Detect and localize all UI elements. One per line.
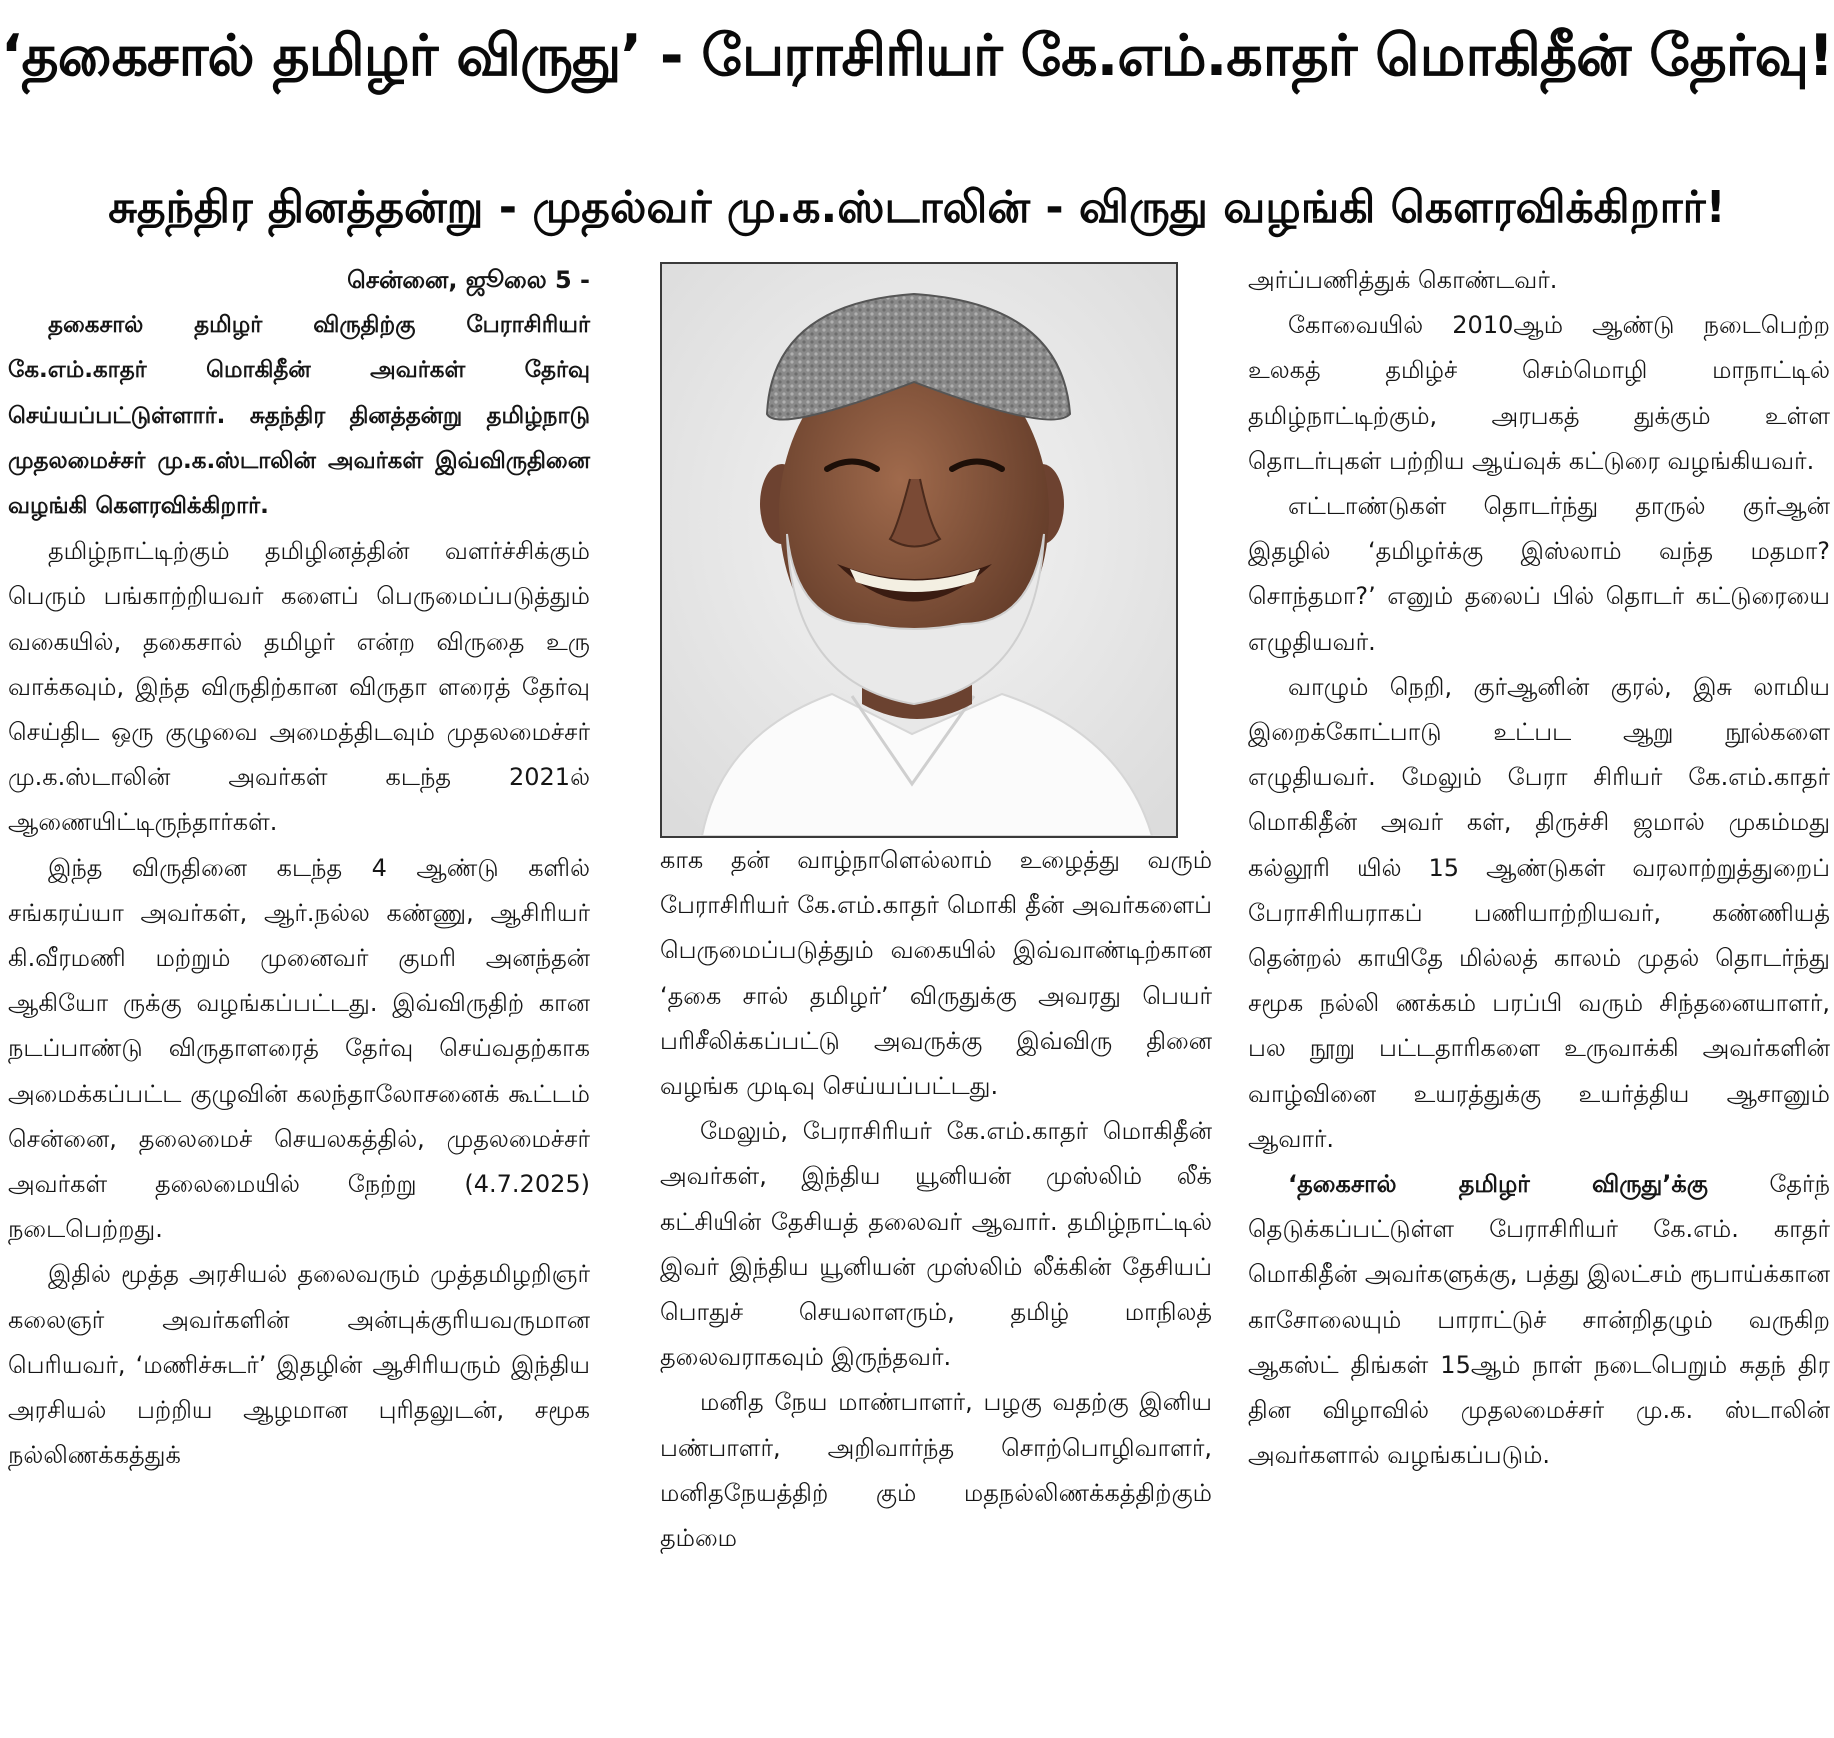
body-paragraph: வாழும் நெறி, குர்ஆனின் குரல், இசு லாமிய இறைக்கோட்பாடு உட்பட ஆறு நூல்களை எழுதியவர். மேலும் பேரா சிரியர் கே.எம்.காதர் மொகிதீன் அவர் கள், திருச்சி ஜமால் முகம்மது கல்லூரி யில் 15 ஆண்டுகள் வரலாற்றுத்துறைப் பேராசிரியராகப் பணியாற்றியவர், கண்ணியத் தென்றல் காயிதே மில்லத் காலம் முதல் தொடர்ந்து சமூக நல்லி ணக்கம் பரப்பி வரும் சிந்தனையாளர், பல நூறு பட்டதாரிகளை உருவாக்கி அவர்களின் வாழ்வினை உயரத்துக்கு உயர்த்திய ஆசானும் ஆவார். — [1248, 672, 1830, 1153]
article-column-2 — [660, 838, 1212, 1561]
body-paragraph: மேலும், பேராசிரியர் கே.எம்.காதர் மொகிதீன் அவர்கள், இந்திய யூனியன் முஸ்லிம் லீக் கட்சியின் தேசியத் தலைவர் ஆவார். தமிழ்நாட்டில் இவர் இந்திய யூனியன் முஸ்லிம் லீக்கின் தேசியப் பொதுச் செயலாளரும், தமிழ் மாநிலத் தலைவராகவும் இருந்தவர். — [660, 1117, 1212, 1372]
body-paragraph: அர்ப்பணித்துக் கொண்டவர். — [1248, 266, 1558, 294]
body-paragraph: காக தன் வாழ்நாளெல்லாம் உழைத்து வரும் பேராசிரியர் கே.எம்.காதர் மொகி தீன் அவர்களைப் பெருமைப்படுத்தும் வகையில் இவ்வாண்டிற்கான ‘தகை சால் தமிழர்’ விருதுக்கு அவரது பெயர் பரிசீலிக்கப்பட்டு அவருக்கு இவ்விரு தினை வழங்க முடிவு செய்யப்பட்டது. — [660, 846, 1212, 1101]
body-paragraph: மனித நேய மாண்பாளர், பழகு வதற்கு இனிய பண்பாளர், அறிவார்ந்த சொற்பொழிவாளர், மனிதநேயத்திற் கும் மதநல்லிணக்கத்திற்கும் தம்மை — [660, 1388, 1212, 1553]
headline: ‘தகைசால் தமிழர் விருது’ - பேராசிரியர் கே.எம்.காதர் மொகிதீன் தேர்வு! — [0, 23, 1834, 89]
award-name: ‘தகைசால் தமிழர் விருது’க்கு — [1288, 1170, 1708, 1199]
body-paragraph: தமிழ்நாட்டிற்கும் தமிழினத்தின் வளர்ச்சிக்கும் பெரும் பங்காற்றியவர் களைப் பெருமைப்படுத்தும் வகையில், தகைசால் தமிழர் என்ற விருதை உரு வாக்கவும், இந்த விருதிற்கான விருதா ளரைத் தேர்வு செய்திட ஒரு குழுவை அமைத்திடவும் முதலமைச்சர் மு.க.ஸ்டாலின் அவர்கள் கடந்த 2021ல் ஆணையிட்டிருந்தார்கள். — [8, 537, 590, 837]
body-paragraph: கோவையில் 2010ஆம் ஆண்டு நடைபெற்ற உலகத் தமிழ்ச் செம்மொழி மாநாட்டில் தமிழ்நாட்டிற்கும், அரபகத் துக்கும் உள்ள தொடர்புகள் பற்றிய ஆய்வுக் கட்டுரை வழங்கியவர். — [1248, 311, 1830, 475]
body-paragraph: இதில் மூத்த அரசியல் தலைவரும் முத்தமிழறிஞர் கலைஞர் அவர்களின் அன்புக்குரியவருமான பெரியவர், ‘மணிச்சுடர்’ இதழின் ஆசிரியரும் இந்திய அரசியல் பற்றிய ஆழமான புரிதலுடன், சமூக நல்லிணக்கத்துக் — [8, 1260, 590, 1470]
closing-paragraph — [1248, 1162, 1830, 1478]
article-column-1 — [8, 258, 590, 1478]
subheadline: சுதந்திர தினத்தன்று - முதல்வர் மு.க.ஸ்டாலின் - விருது வழங்கி கௌரவிக்கிறார்! — [108, 182, 1726, 233]
article-column-3 — [1248, 258, 1830, 1478]
dateline: சென்னை, ஜூலை 5 - — [347, 266, 590, 294]
body-paragraph: இந்த விருதினை கடந்த 4 ஆண்டு களில் சங்கரய்யா அவர்கள், ஆர்.நல்ல கண்ணு, ஆசிரியர் கி.வீரமணி மற்றும் முனைவர் குமரி அனந்தன் ஆகியோ ருக்கு வழங்கப்பட்டது. இவ்விருதிற் கான நடப்பாண்டு விருதாளரைத் தேர்வு செய்வதற்காக அமைக்கப்பட்ட குழுவின் கலந்தாலோசனைக் கூட்டம் சென்னை, தலைமைச் செயலகத்தில், முதலமைச்சர் அவர்கள் தலைமையில் நேற்று (4.7.2025) நடைபெற்றது. — [8, 853, 590, 1244]
closing-text: தேர்ந் தெடுக்கப்பட்டுள்ள பேராசிரியர் கே.எம். காதர் மொகிதீன் அவர்களுக்கு, பத்து இலட்சம் ரூபாய்க்கான காசோலையும் பாராட்டுச் சான்றிதழும் வருகிற ஆகஸ்ட் திங்கள் 15ஆம் நாள் நடைபெறும் சுதந் திர தின விழாவில் முதலமைச்சர் மு.க. ஸ்டாலின் அவர்களால் வழங்கப்படும். — [1248, 1170, 1830, 1470]
body-paragraph: எட்டாண்டுகள் தொடர்ந்து தாருல் குர்ஆன் இதழில் ‘தமிழர்க்கு இஸ்லாம் வந்த மதமா? சொந்தமா?’ எனும் தலைப் பில் தொடர் கட்டுரையை எழுதியவர். — [1248, 492, 1830, 656]
portrait-photo — [660, 262, 1178, 838]
lead-paragraph: தகைசால் தமிழர் விருதிற்கு பேராசிரியர் கே.எம்.காதர் மொகிதீன் அவர்கள் தேர்வு செய்யப்பட்டுள்ளார். சுதந்திர தினத்தன்று தமிழ்நாடு முதலமைச்சர் மு.க.ஸ்டாலின் அவர்கள் இவ்விருதினை வழங்கி கௌரவிக்கிறார். — [8, 312, 590, 520]
portrait-illustration — [662, 264, 1176, 836]
